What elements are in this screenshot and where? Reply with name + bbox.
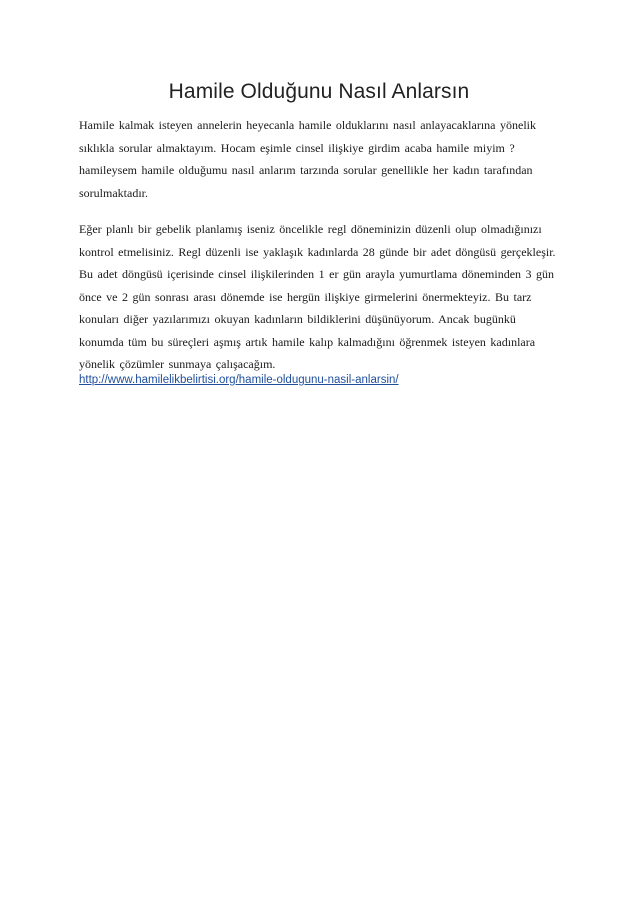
source-link[interactable]: http://www.hamilelikbelirtisi.org/hamile-oldugunu-nasil-anlarsin/ (79, 374, 399, 386)
document-title: Hamile Olduğunu Nasıl Anlarsın (168, 80, 470, 103)
paragraph-intro: Hamile kalmak isteyen annelerin heyecanla hamile olduklarını nasıl anlayacaklarına yönelik sıklıkla sorular almaktayım. Hocam eşimle cinsel ilişkiye girdim acaba hamile miyim ? hamileysem hamile olduğumu nasıl anlarım tarzında sorular genellikle her kadın tarafından sorulmaktadır. (79, 118, 536, 200)
paragraph-regl-cycle: Eğer planlı bir gebelik planlamış iseniz öncelikle regl döneminizin düzenli olup olmadığınızı kontrol etmelisiniz. Regl düzenli ise yaklaşık kadınlarda 28 günde bir adet döngüsü gerçekleşir. Bu adet döngüsü içerisinde cinsel ilişkilerinden 1 er gün arayla yumurtlama döneminden 3 gün önce ve 2 gün sonrası arası dönemde ise hergün ilişkiye girmelerini önermekteyiz. Bu tarz konuları diğer yazılarımızı okuyan kadınların bildiklerini düşünüyorum. Ancak bugünkü konumda tüm bu süreçleri aşmış artık hamile kalıp kalmadığını öğrenmek isteyen kadınlara yönelik çözümler sunmaya çalışacağım. (79, 222, 556, 371)
